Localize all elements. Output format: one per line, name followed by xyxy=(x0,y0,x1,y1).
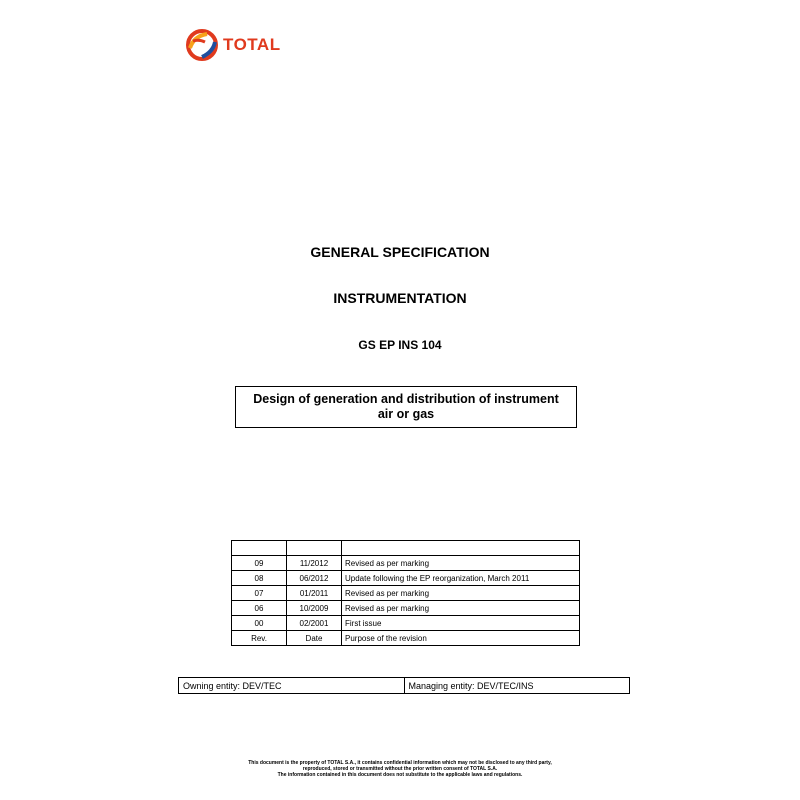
footer-line-1: This document is the property of TOTAL S.A., it contains confidential information which may not be disclosed to any third party, xyxy=(248,760,552,766)
table-header-row xyxy=(232,631,580,646)
purpose-cell: Revised as per marking xyxy=(342,586,580,601)
managing-entity: Managing entity: DEV/TEC/INS xyxy=(404,678,630,694)
purpose-cell: Revised as per marking xyxy=(342,556,580,571)
total-logo-icon xyxy=(185,28,219,62)
footer-line-2: reproduced, stored or transmitted without the prior written consent of TOTAL S.A. xyxy=(302,766,498,772)
date-cell: 06/2012 xyxy=(287,571,342,586)
entity-table xyxy=(178,677,630,694)
table-row xyxy=(179,678,630,694)
date-cell: 10/2009 xyxy=(287,601,342,616)
rev-header: Rev. xyxy=(232,631,287,646)
purpose-cell: Revised as per marking xyxy=(342,601,580,616)
table-row xyxy=(232,586,580,601)
date-cell: 02/2001 xyxy=(287,616,342,631)
rev-cell: 09 xyxy=(232,556,287,571)
date-cell: 11/2012 xyxy=(287,556,342,571)
purpose-cell xyxy=(342,541,580,556)
logo-text: TOTAL xyxy=(223,35,281,54)
document-title-box xyxy=(235,386,577,428)
owning-entity: Owning entity: DEV/TEC xyxy=(179,678,405,694)
footer-line-3: The information contained in this document does not substitute to the applicable laws and regulations. xyxy=(277,772,523,778)
rev-cell: 08 xyxy=(232,571,287,586)
document-title-line-1: Design of generation and distribution of instrument xyxy=(253,392,559,406)
purpose-cell: First issue xyxy=(342,616,580,631)
company-logo xyxy=(185,28,281,62)
rev-cell: 00 xyxy=(232,616,287,631)
table-row xyxy=(232,601,580,616)
document-code: GS EP INS 104 xyxy=(358,338,442,352)
purpose-header: Purpose of the revision xyxy=(342,631,580,646)
table-row xyxy=(232,616,580,631)
date-cell xyxy=(287,541,342,556)
table-row xyxy=(232,571,580,586)
discipline-heading: INSTRUMENTATION xyxy=(333,290,467,306)
date-cell: 01/2011 xyxy=(287,586,342,601)
rev-cell xyxy=(232,541,287,556)
purpose-cell: Update following the EP reorganization, March 2011 xyxy=(342,571,580,586)
document-title-line-2: air or gas xyxy=(377,407,435,421)
table-row xyxy=(232,541,580,556)
rev-cell: 07 xyxy=(232,586,287,601)
confidentiality-notice xyxy=(0,760,800,778)
rev-cell: 06 xyxy=(232,601,287,616)
table-row xyxy=(232,556,580,571)
date-header: Date xyxy=(287,631,342,646)
document-type-heading: GENERAL SPECIFICATION xyxy=(310,244,490,260)
revision-table xyxy=(231,540,580,646)
